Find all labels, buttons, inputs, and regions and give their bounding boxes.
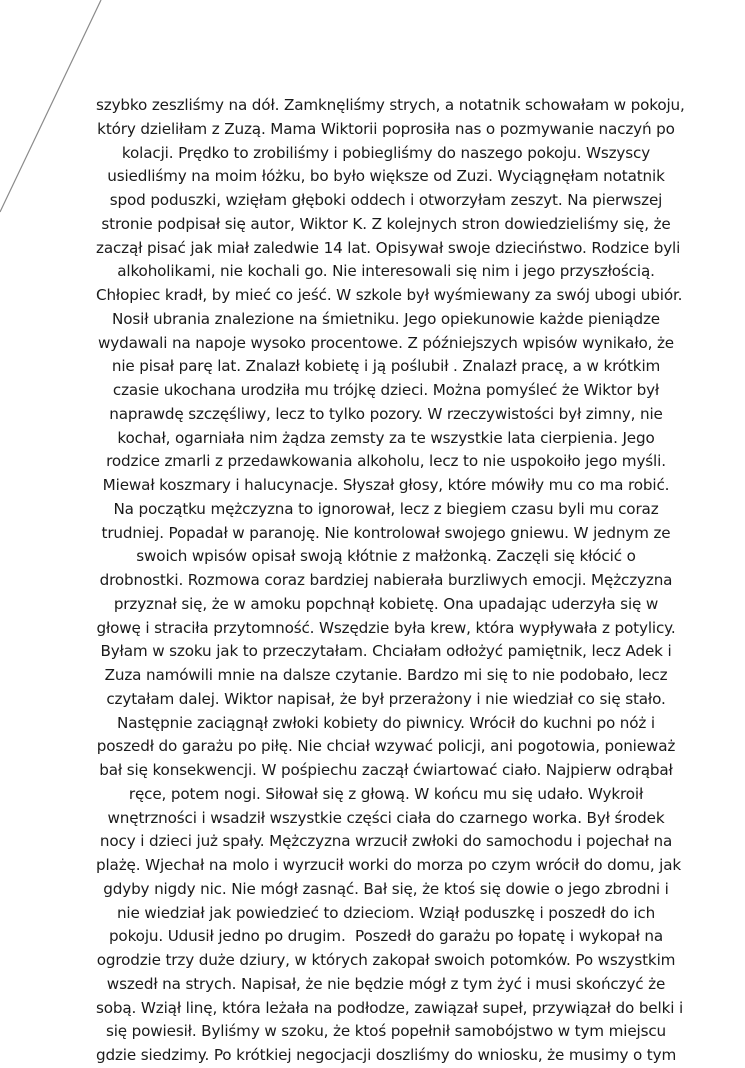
text-line: nie pisał parę lat. Znalazł kobietę i ją poślubił . Znalazł pracę, a w krótkim <box>111 357 661 376</box>
text-line: Nosił ubrania znalezione na śmietniku. Jego opiekunowie każde pieniądze <box>112 309 660 328</box>
text-line: swoich wpisów opisał swoją kłótnie z małżonką. Zaczęli się kłócić o <box>136 547 636 566</box>
document-text-body <box>96 94 685 1068</box>
text-line: Na początku mężczyzna to ignorował, lecz z biegiem czasu byli mu coraz <box>113 499 659 518</box>
text-line: kochał, ogarniała nim żądza zemsty za te wszystkie lata cierpienia. Jego <box>117 428 655 447</box>
text-line: głowę i straciła przytomność. Wszędzie była krew, która wypływała z potylicy. <box>96 618 676 637</box>
text-line: czytałam dalej. Wiktor napisał, że był przerażony i nie wiedział co się stało. <box>106 689 666 708</box>
text-line: poszedł do garażu po piłę. Nie chciał wzywać policji, ani pogotowia, ponieważ <box>96 737 676 756</box>
text-line: Następnie zaciągnął zwłoki kobiety do piwnicy. Wrócił do kuchni po nóż i <box>117 713 655 732</box>
text-line: wydawali na napoje wysoko procentowe. Z późniejszych wpisów wynikało, że <box>97 333 674 352</box>
text-line: bał się konsekwencji. W pośpiechu zaczął ćwiartować ciało. Najpierw odrąbał <box>99 761 673 779</box>
text-line: który dzieliłam z Zuzą. Mama Wiktorii poprosiła nas o pozmywanie naczyń po <box>97 119 675 138</box>
text-line: spod poduszki, wzięłam głęboki oddech i otworzyłam zeszyt. Na pierwszej <box>109 191 663 209</box>
text-line: przyznał się, że w amoku popchnął kobietę. Ona upadając uderzyła się w <box>113 594 659 613</box>
text-line: ogrodzie trzy duże dziury, w których zakopał swoich potomków. Po wszystkim <box>96 951 676 969</box>
text-line: nocy i dzieci już spały. Mężczyzna wrzucił zwłoki do samochodu i pojechał na <box>99 832 673 851</box>
text-line: drobnostki. Rozmowa coraz bardziej nabierała burzliwych emocji. Mężczyzna <box>99 571 673 589</box>
text-line: stronie podpisał się autor, Wiktor K. Z kolejnych stron dowiedzieliśmy się, że <box>101 214 671 233</box>
text-line: rodzice zmarli z przedawkowania alkoholu, lecz to nie uspokoiło jego myśli. <box>106 452 666 471</box>
text-line: naprawdę szczęśliwy, lecz to tylko pozory. W rzeczywistości był zimny, nie <box>109 404 663 423</box>
text-line: Byłam w szoku jak to przeczytałam. Chciałam odłożyć pamiętnik, lecz Adek i <box>100 642 672 661</box>
text-line: plażę. Wjechał na molo i wyrzucił worki do morza po czym wrócił do domu, jak <box>96 856 682 874</box>
text-line: gdyby nigdy nic. Nie mógł zasnąć. Bał się, że ktoś się dowie o jego zbrodni i <box>103 879 669 898</box>
text-line: Miewał koszmary i halucynacje. Słyszał głosy, które mówiły mu co ma robić. <box>102 476 670 494</box>
text-line: się powiesił. Byliśmy w szoku, że ktoś popełnił samobójstwo w tym miejscu <box>105 1022 667 1041</box>
text-line: nie wiedział jak powiedzieć to dzieciom. Wziął poduszkę i poszedł do ich <box>116 903 656 922</box>
text-line: trudniej. Popadał w paranoję. Nie kontrolował swojego gniewu. W jednym ze <box>101 523 671 542</box>
text-line: sobą. Wziął linę, która leżała na podłodze, zawiązał supeł, przywiązał do belki i <box>96 998 684 1017</box>
text-line: szybko zeszliśmy na dół. Zamknęliśmy strych, a notatnik schowałam w pokoju, <box>96 96 685 114</box>
text-line: Chłopiec kradł, by mieć co jeść. W szkole był wyśmiewany za swój ubogi ubiór. <box>96 286 683 304</box>
text-line: wszedł na strych. Napisał, że nie będzie mógł z tym żyć i musi skończyć że <box>106 974 666 993</box>
text-line: czasie ukochana urodziła mu trójkę dzieci. Można pomyśleć że Wiktor był <box>112 381 660 399</box>
text-line: Zuza namówili mnie na dalsze czytanie. Bardzo mi się to nie podobało, lecz <box>104 666 668 684</box>
text-line: alkoholikami, nie kochali go. Nie interesowali się nim i jego przyszłością. <box>117 262 655 281</box>
text-line: ręce, potem nogi. Siłował się z głową. W końcu mu się udało. Wykroił <box>128 784 644 803</box>
text-line: gdzie siedzimy. Po krótkiej negocjacji doszliśmy do wniosku, że musimy o tym <box>96 1046 677 1064</box>
text-line: pokoju. Udusił jedno po drugim. Poszedł do garażu po łopatę i wykopał na <box>108 927 664 946</box>
text-line: wnętrzności i wsadził wszystkie części ciała do czarnego worka. Był środek <box>107 808 665 827</box>
text-line: kolacji. Prędko to zrobiliśmy i pobiegliśmy do naszego pokoju. Wszyscy <box>121 143 651 162</box>
text-line: zaczął pisać jak miał zaledwie 14 lat. Opisywał swoje dzieciństwo. Rodzice byli <box>96 238 681 257</box>
text-line: usiedliśmy na moim łóżku, bo było większe od Zuzi. Wyciągnęłam notatnik <box>107 167 665 186</box>
